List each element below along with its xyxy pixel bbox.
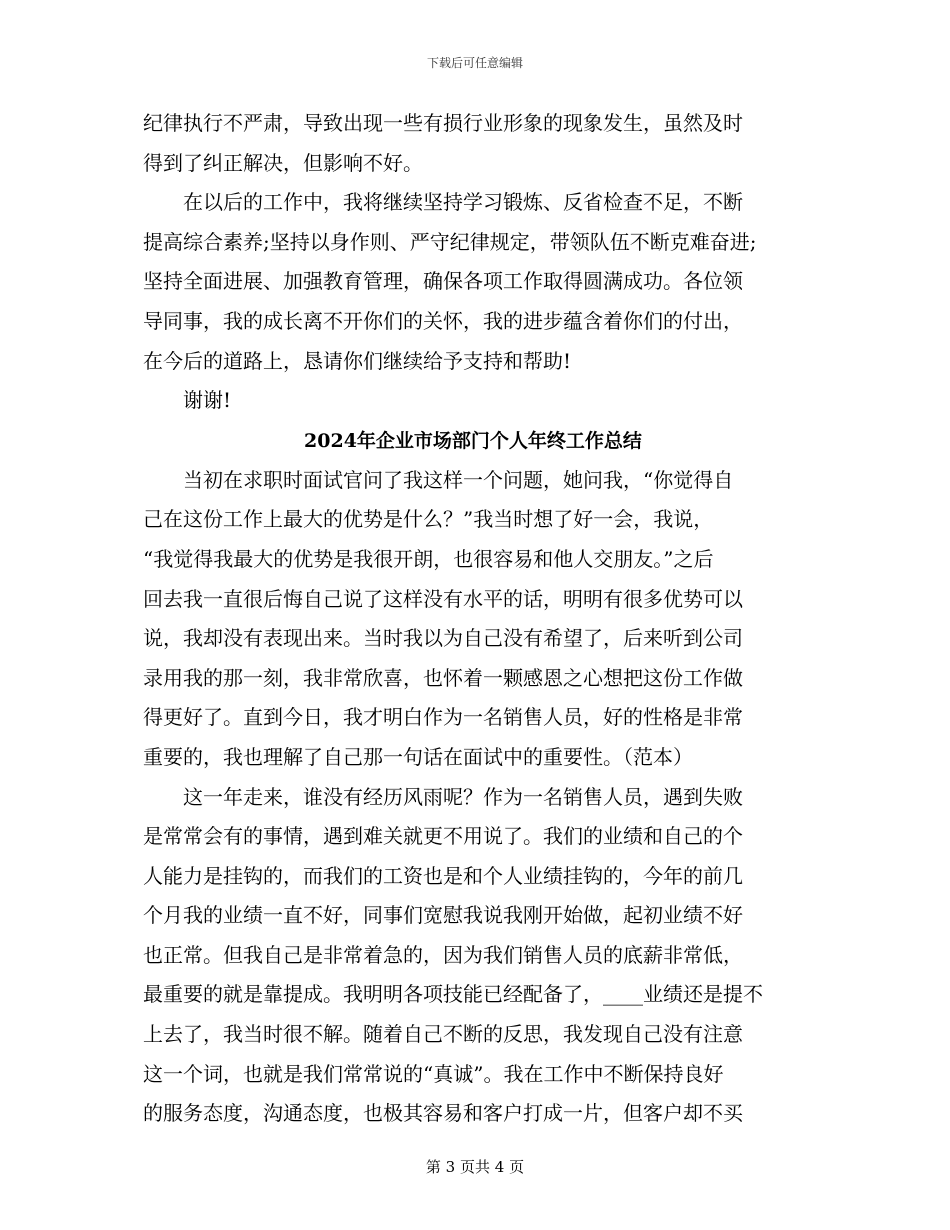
text-line: “我觉得我最大的优势是我很开朗，也很容易和他人交朋友。”之后 xyxy=(143,546,714,571)
text-line: 个月我的业绩一直不好，同事们宽慰我说我刚开始做，起初业绩不好 xyxy=(143,903,743,928)
text-line: 坚持全面进展、加强教育管理，确保各项工作取得圆满成功。各位领 xyxy=(143,269,743,294)
thanks-line: 谢谢! xyxy=(183,388,232,413)
paragraph-sales-year xyxy=(143,778,803,1134)
text-line: 得到了纠正解决，但影响不好。 xyxy=(143,150,423,175)
text-line: 录用我的那一刻，我非常欣喜，也怀着一颗感恩之心想把这份工作做 xyxy=(143,665,743,690)
text-line: 导同事，我的成长离不开你们的关怀，我的进步蕴含着你们的付出， xyxy=(143,308,743,333)
page-footer: 第 3 页共 4 页 xyxy=(425,1158,525,1176)
text-line: 在以后的工作中，我将继续坚持学习锻炼、反省检查不足，不断 xyxy=(183,190,743,215)
text-line: 的服务态度，沟通态度，也极其容易和客户打成一片，但客户却不买 xyxy=(143,1101,743,1126)
text-line: 重要的，我也理解了自己那一句话在面试中的重要性。（范本） xyxy=(143,744,693,769)
page-header: 下载后可任意编辑 xyxy=(426,56,523,70)
text-line: 这一个词，也就是我们常常说的“真诚”。我在工作中不断保持良好 xyxy=(143,1061,724,1086)
document-body xyxy=(143,104,803,1134)
text-line: 说，我却没有表现出来。当时我以为自己没有希望了，后来听到公司 xyxy=(143,626,743,651)
text-line: 提高综合素养;坚持以身作则、严守纪律规定，带领队伍不断克难奋进; xyxy=(143,229,757,254)
text-line: 回去我一直很后悔自己说了这样没有水平的话，明明有很多优势可以 xyxy=(143,586,743,611)
paragraph-interview xyxy=(143,461,803,778)
text-line: 在今后的道路上，恳请你们继续给予支持和帮助! xyxy=(143,348,572,373)
text-line: 也正常。但我自己是非常着急的，因为我们销售人员的底薪非常低， xyxy=(143,942,743,967)
text-line: 人能力是挂钩的，而我们的工资也是和个人业绩挂钩的，今年的前几 xyxy=(143,863,743,888)
text-line: 己在这份工作上最大的优势是什么？”我当时想了好一会，我说， xyxy=(143,507,714,532)
paragraph-future-work xyxy=(143,183,803,381)
paragraph-discipline xyxy=(143,104,803,183)
text-line: 得更好了。直到今日，我才明白作为一名销售人员，好的性格是非常 xyxy=(143,705,743,730)
document-title: 2024年企业市场部门个人年终工作总结 xyxy=(304,429,642,452)
text-line: 上去了，我当时很不解。随着自己不断的反思，我发现自己没有注意 xyxy=(143,1022,743,1047)
text-line: 纪律执行不严肃，导致出现一些有损行业形象的现象发生，虽然及时 xyxy=(143,111,743,135)
text-line: 是常常会有的事情，遇到难关就更不用说了。我们的业绩和自己的个 xyxy=(143,824,743,849)
text-line: 这一年走来，谁没有经历风雨呢？作为一名销售人员，遇到失败 xyxy=(183,784,743,809)
text-line: 最重要的就是靠提成。我明明各项技能已经配备了，____业绩还是提不 xyxy=(143,982,763,1007)
text-line: 当初在求职时面试官问了我这样一个问题，她问我，“你觉得自 xyxy=(183,467,734,492)
